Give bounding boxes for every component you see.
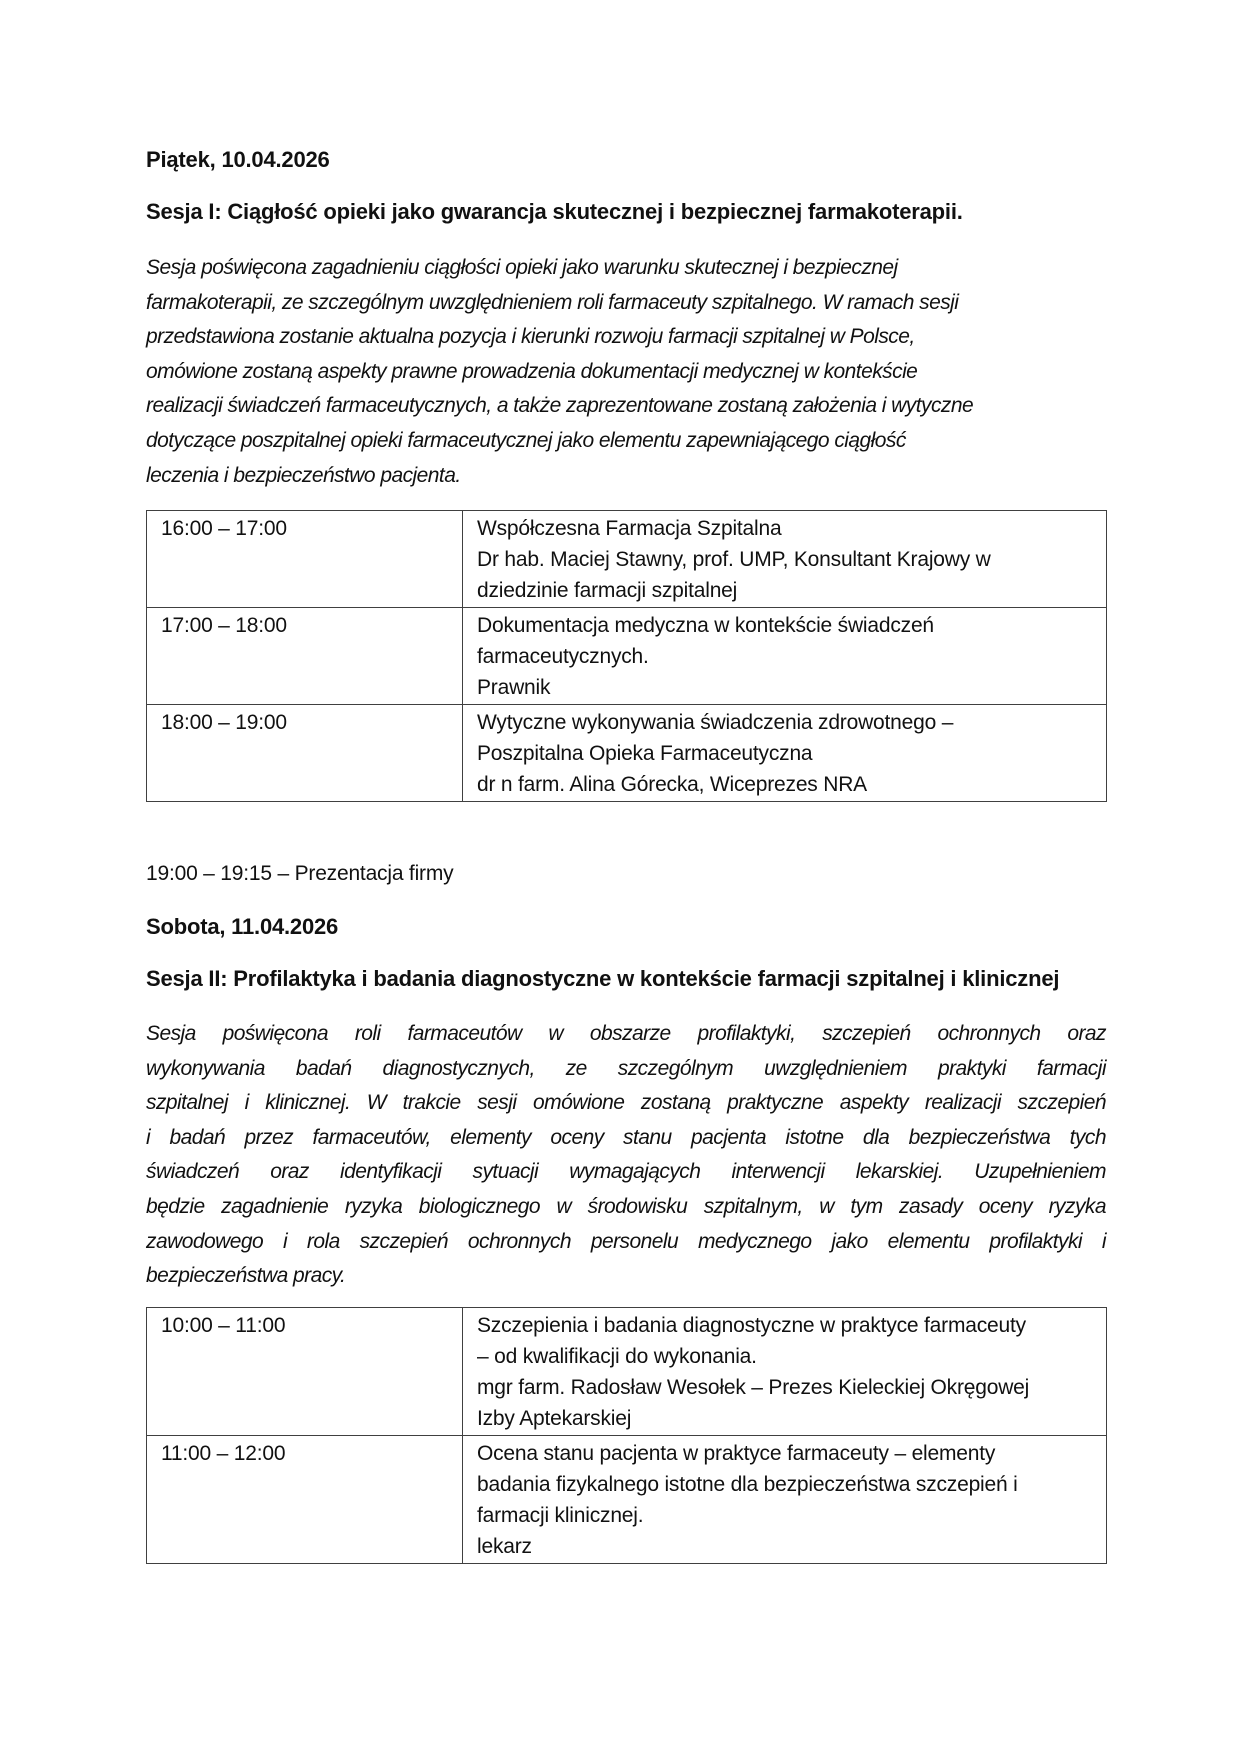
paragraph-line: leczenia i bezpieczeństwo pacjenta. (146, 463, 461, 487)
day2-schedule-table (146, 1307, 1107, 1564)
paragraph-line: realizacji świadczeń farmaceutycznych, a także zaprezentowane zostaną założenia i wytyczne (146, 394, 974, 418)
topic-line: – od kwalifikacji do wykonania. (477, 1345, 757, 1368)
schedule-row (147, 705, 1107, 802)
day1-schedule-table (146, 510, 1107, 802)
topic-line: lekarz (477, 1535, 532, 1558)
topic-line: Wytyczne wykonywania świadczenia zdrowotnego – (477, 711, 954, 734)
topic-line: Izby Aptekarskiej (477, 1407, 632, 1430)
day2-date-heading: Sobota, 11.04.2026 (146, 914, 339, 939)
time-cell: 17:00 – 18:00 (147, 608, 463, 705)
day1-session-title: Sesja I: Ciągłość opieki jako gwarancja skutecznej i bezpiecznej farmakoterapii. (146, 199, 963, 224)
topic-line: Ocena stanu pacjenta w praktyce farmaceuty – elementy (477, 1442, 996, 1465)
topic-cell (463, 1308, 1107, 1436)
topic-line: farmaceutycznych. (477, 645, 649, 668)
paragraph-line: Sesja poświęcona roli farmaceutów w obszarze profilaktyki, szczepień ochronnych oraz (146, 1022, 1106, 1045)
topic-line: Współczesna Farmacja Szpitalna (477, 517, 782, 540)
paragraph-line: będzie zagadnienie ryzyka biologicznego w środowisku szpitalnym, w tym zasady oceny ryzyka (146, 1194, 1106, 1218)
topic-line: badania fizykalnego istotne dla bezpieczeństwa szczepień i (477, 1473, 1018, 1496)
topic-line: Dr hab. Maciej Stawny, prof. UMP, Konsultant Krajowy w (477, 548, 991, 571)
paragraph-line: szpitalnej i klinicznej. W trakcie sesji omówione zostaną praktyczne aspekty realizacji szczepień (146, 1091, 1106, 1115)
topic-line: Szczepienia i badania diagnostyczne w praktyce farmaceuty (477, 1314, 1026, 1337)
schedule-row (147, 608, 1107, 705)
paragraph-line: omówione zostaną aspekty prawne prowadzenia dokumentacji medycznej w kontekście (146, 359, 918, 383)
time-cell: 10:00 – 11:00 (147, 1308, 463, 1436)
topic-line: mgr farm. Radosław Wesołek – Prezes Kieleckiej Okręgowej (477, 1376, 1030, 1399)
topic-line: Prawnik (477, 676, 551, 699)
paragraph-line: bezpieczeństwa pracy. (146, 1264, 346, 1288)
paragraph-line: i badań przez farmaceutów, elementy oceny stanu pacjenta istotne dla bezpieczeństwa tych (146, 1125, 1106, 1149)
topic-cell (463, 705, 1107, 802)
schedule-row (147, 1436, 1107, 1564)
time-cell: 16:00 – 17:00 (147, 511, 463, 608)
paragraph-line: zawodowego i rola szczepień ochronnych personelu medycznego jako elementu profilaktyki i (146, 1229, 1106, 1253)
topic-line: farmacji klinicznej. (477, 1504, 644, 1527)
topic-line: dr n farm. Alina Górecka, Wiceprezes NRA (477, 773, 867, 796)
schedule-row (147, 511, 1107, 608)
topic-line: Poszpitalna Opieka Farmaceutyczna (477, 742, 813, 765)
day2-session-description (146, 1017, 1106, 1294)
time-cell: 18:00 – 19:00 (147, 705, 463, 802)
topic-line: Dokumentacja medyczna w kontekście świadczeń (477, 614, 934, 637)
topic-cell (463, 608, 1107, 705)
day1-company-presentation-note: 19:00 – 19:15 – Prezentacja firmy (146, 862, 454, 885)
paragraph-line: wykonywania badań diagnostycznych, ze szczególnym uwzględnieniem praktyki farmacji (146, 1056, 1106, 1080)
day1-date-heading: Piątek, 10.04.2026 (146, 147, 330, 172)
schedule-row (147, 1308, 1107, 1436)
topic-cell (463, 511, 1107, 608)
time-cell: 11:00 – 12:00 (147, 1436, 463, 1564)
topic-cell (463, 1436, 1107, 1564)
day1-session-description (146, 251, 1106, 493)
paragraph-line: farmakoterapii, ze szczególnym uwzględnieniem roli farmaceuty szpitalnego. W ramach sesji (146, 290, 959, 314)
paragraph-line: przedstawiona zostanie aktualna pozycja i kierunki rozwoju farmacji szpitalnej w Polsce, (146, 325, 915, 349)
paragraph-line: świadczeń oraz identyfikacji sytuacji wymagających interwencji lekarskiej. Uzupełnieniem (146, 1160, 1106, 1184)
day2-schedule-body (147, 1308, 1107, 1564)
day1-schedule-body (147, 511, 1107, 802)
day2-session-title: Sesja II: Profilaktyka i badania diagnostyczne w kontekście farmacji szpitalnej i klinicznej (146, 966, 1060, 991)
paragraph-line: dotyczące poszpitalnej opieki farmaceutycznej jako elementu zapewniającego ciągłość (146, 428, 906, 452)
topic-line: dziedzinie farmacji szpitalnej (477, 579, 738, 602)
paragraph-line: Sesja poświęcona zagadnieniu ciągłości opieki jako warunku skutecznej i bezpiecznej (146, 256, 898, 279)
